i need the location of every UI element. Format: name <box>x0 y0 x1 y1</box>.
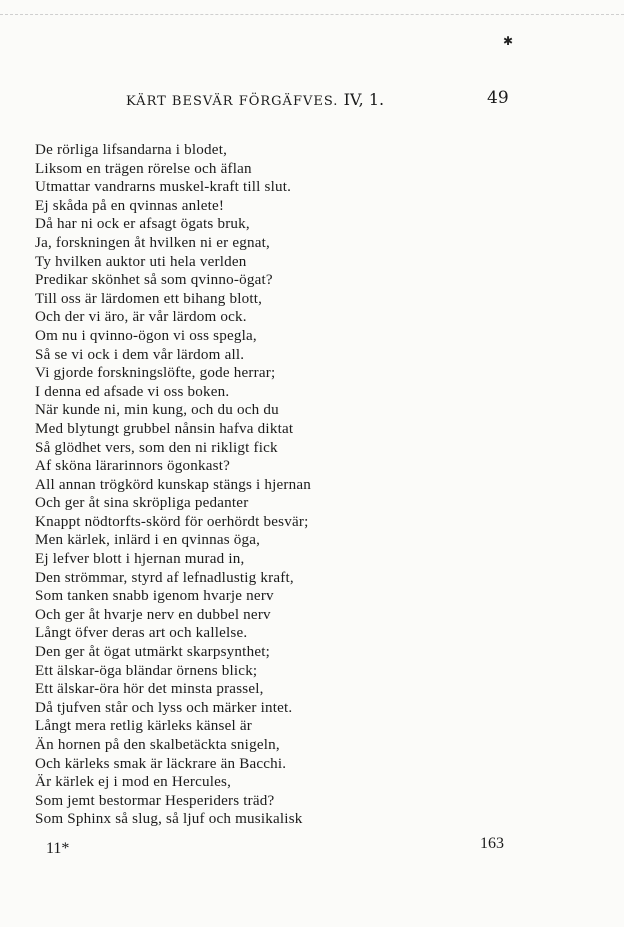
poem-line: Ett älskar-öga bländar örnens blick; <box>35 662 258 679</box>
poem-line: Så se vi ock i dem vår lärdom all. <box>35 346 245 363</box>
poem-line: Då har ni ock er afsagt ögats bruk, <box>35 216 250 233</box>
poem-line: Ett älskar-öra hör det minsta prassel, <box>35 681 264 698</box>
poem-line: Ej skåda på en qvinnas anlete! <box>35 197 225 214</box>
sheet-number: 163 <box>480 835 504 852</box>
signature-mark: 11* <box>46 840 70 857</box>
poem-line: Som Sphinx så slug, så ljuf och musikalisk <box>35 811 303 828</box>
poem-line: Ty hvilken auktor uti hela verlden <box>35 253 247 270</box>
poem-line: Af sköna lärarinnors ögonkast? <box>35 458 231 475</box>
poem-line: Som tanken snabb igenom hvarje nerv <box>35 588 274 605</box>
ink-mark: ✱ <box>503 34 514 48</box>
poem-line: Och kärleks smak är läckrare än Bacchi. <box>35 755 287 772</box>
poem-line: I denna ed afsade vi oss boken. <box>35 383 230 400</box>
poem-line: Som jemt bestormar Hesperiders träd? <box>35 792 275 809</box>
poem-line: Och ger åt sina skröpliga pedanter <box>35 495 249 512</box>
poem-body <box>35 141 555 829</box>
poem-line: Långt mera retlig kärleks känsel är <box>35 718 252 735</box>
poem-line: Liksom en trägen rörelse och äflan <box>35 160 252 177</box>
poem-line: Då tjufven står och lyss och märker intet. <box>35 699 293 716</box>
poem-line: Än hornen på den skalbetäckta snigeln, <box>35 737 280 753</box>
section-number: IV, 1. <box>343 90 385 109</box>
poem-line: När kunde ni, min kung, och du och du <box>35 402 279 419</box>
poem-line: Den strömmar, styrd af lefnadlustig kraft, <box>35 569 294 586</box>
poem-line: Den ger åt ögat utmärkt skarpsynthet; <box>35 644 271 661</box>
poem-line: Och ger åt hvarje nerv en dubbel nerv <box>35 606 271 623</box>
poem-line: Med blytungt grubbel nånsin hafva diktat <box>35 420 294 437</box>
scan-edge-line <box>0 14 624 15</box>
poem-line: Men kärlek, inlärd i en qvinnas öga, <box>35 532 261 549</box>
poem-line: Är kärlek ej i mod en Hercules, <box>35 774 232 791</box>
poem-line: Om nu i qvinno-ögon vi oss spegla, <box>35 327 257 344</box>
poem-line: Knappt nödtorfts-skörd för oerhördt besvär; <box>35 513 309 530</box>
poem-line: Ej lefver blott i hjernan murad in, <box>35 551 245 568</box>
page-number: 49 <box>487 88 509 108</box>
running-title: KÄRT BESVÄR FÖRGÄFVES. <box>126 94 339 109</box>
poem-line: Utmattar vandrarns muskel-kraft till slut. <box>35 179 292 196</box>
poem-line: Predikar skönhet så som qvinno-ögat? <box>35 272 273 289</box>
poem-line: De rörliga lifsandarna i blodet, <box>35 142 228 158</box>
poem-line: Till oss är lärdomen ett bihang blott, <box>35 290 263 307</box>
poem-line: Långt öfver deras art och kallelse. <box>35 625 248 642</box>
poem-line: Så glödhet vers, som den ni rikligt fick <box>35 439 278 456</box>
poem-line: All annan trögkörd kunskap stängs i hjernan <box>35 476 312 493</box>
poem-line: Ja, forskningen åt hvilken ni er egnat, <box>35 234 270 251</box>
poem-line: Och der vi äro, är vår lärdom ock. <box>35 309 247 326</box>
poem-line: Vi gjorde forskningslöfte, gode herrar; <box>35 365 276 382</box>
running-header <box>126 90 384 109</box>
